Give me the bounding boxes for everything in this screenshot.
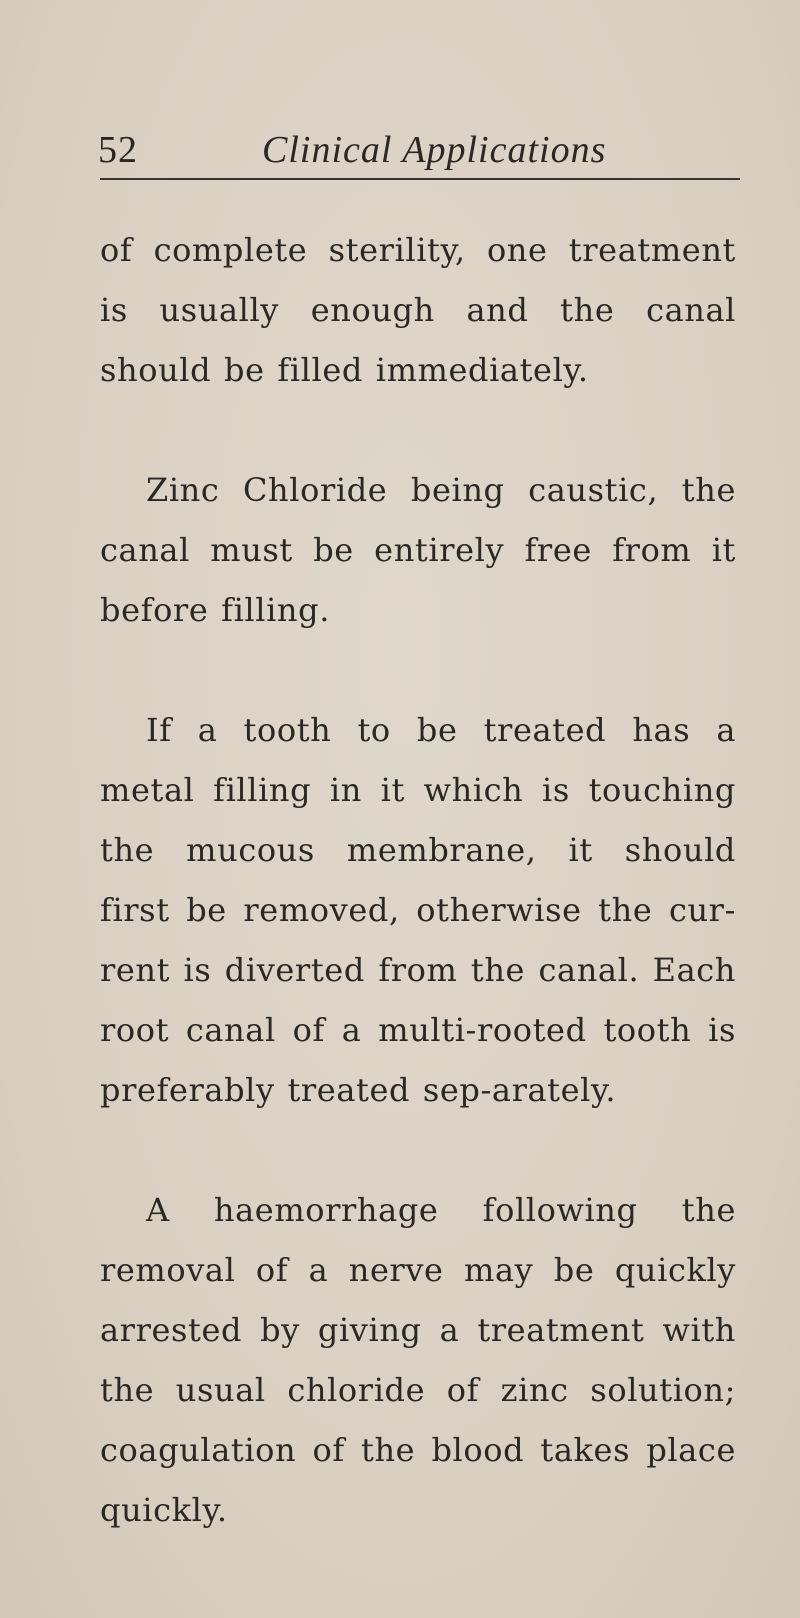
- page-number: 52: [98, 129, 138, 171]
- running-title: Clinical Applications: [262, 129, 607, 171]
- running-head: [98, 128, 738, 176]
- paragraph-metal-filling: If a tooth to be treated has a metal filling in it which is touching the mucous membrane, it should first be removed, otherwise the cur-rent is diverted from the canal. Each root canal of a multi-rooted tooth is preferably treated sep-arately.: [100, 711, 736, 1109]
- paragraph-zinc-chloride: Zinc Chloride being caustic, the canal must be entirely free from it before filling.: [100, 471, 736, 629]
- body-text: [100, 220, 736, 1540]
- header-rule: [100, 178, 740, 180]
- paragraph-haemorrhage: A haemorrhage following the removal of a nerve may be quickly arrested by giving a treatment with the usual chloride of zinc solution; coagulation of the blood takes place quickly.: [100, 1191, 736, 1529]
- paragraph-continuation: of complete sterility, one treatment is usually enough and the canal should be filled immediately.: [100, 231, 736, 389]
